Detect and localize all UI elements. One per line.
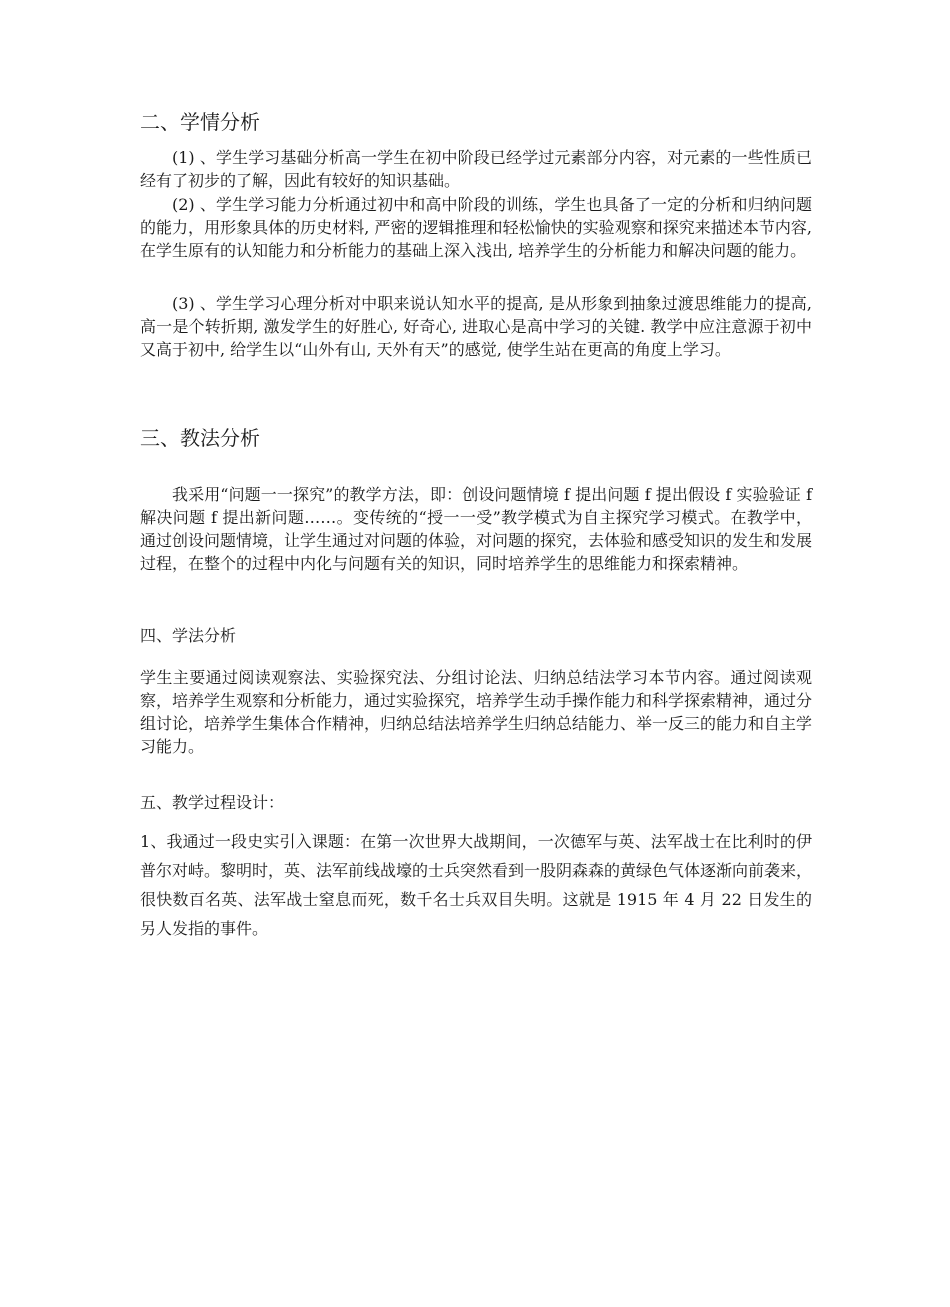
section-heading-study-method: 四、学法分析	[140, 626, 237, 645]
paragraph-teaching-process-intro: 1、我通过一段史实引入课题：在第一次世界大战期间，一次德军与英、法军战士在比利时的伊普尔对峙。黎明时，英、法军前线战壕的士兵突然看到一股阴森森的黄绿色气体逐渐向前袭来，很快数百名英、法军战士窒息而死，数千名士兵双目失明。这就是 1915 年 4 月 22 日发生的另人发指的事件。	[140, 832, 813, 938]
section-heading-teaching-process: 五、教学过程设计：	[140, 793, 285, 812]
section-heading-learning-analysis: 二、学情分析	[140, 110, 260, 134]
paragraph-learning-ability: (2) 、学生学习能力分析通过初中和高中阶段的训练，学生也具备了一定的分析和归纳问题的能力，用形象具体的历史材料, 严密的逻辑推理和轻松愉快的实验观察和探究来描述本节内容, 在学生原有的认知能力和分析能力的基础上深入浅出, 培养学生的分析能力和解决问题的能力。	[140, 195, 812, 260]
section-heading-teaching-method: 三、教法分析	[140, 426, 260, 450]
paragraph-teaching-method: 我采用“问题一一探究”的教学方法，即：创设问题情境 f 提出问题 f 提出假设 f 实验验证 f 解决问题 f 提出新问题……。变传统的“授一一受”教学模式为自主探究学习模式。在教学中，通过创设问题情境，让学生通过对问题的体验，对问题的探究，去体验和感受知识的发生和发展过程，在整个的过程中内化与问题有关的知识，同时培养学生的思维能力和探索精神。	[140, 485, 813, 573]
paragraph-learning-foundation: (1) 、学生学习基础分析高一学生在初中阶段已经学过元素部分内容，对元素的一些性质已经有了初步的了解，因此有较好的知识基础。	[140, 148, 812, 190]
paragraph-learning-psychology: (3) 、学生学习心理分析对中职来说认知水平的提高, 是从形象到抽象过渡思维能力的提高, 高一是个转折期, 激发学生的好胜心, 好奇心, 进取心是高中学习的关键. 教学中应注意源于初中又高于初中, 给学生以“山外有山, 天外有天”的感觉, 使学生站在更高的角度上学习。	[140, 294, 812, 359]
paragraph-study-method: 学生主要通过阅读观察法、实验探究法、分组讨论法、归纳总结法学习本节内容。通过阅读观察，培养学生观察和分析能力，通过实验探究，培养学生动手操作能力和科学探索精神，通过分组讨论，培养学生集体合作精神，归纳总结法培养学生归纳总结能力、举一反三的能力和自主学习能力。	[140, 668, 813, 756]
